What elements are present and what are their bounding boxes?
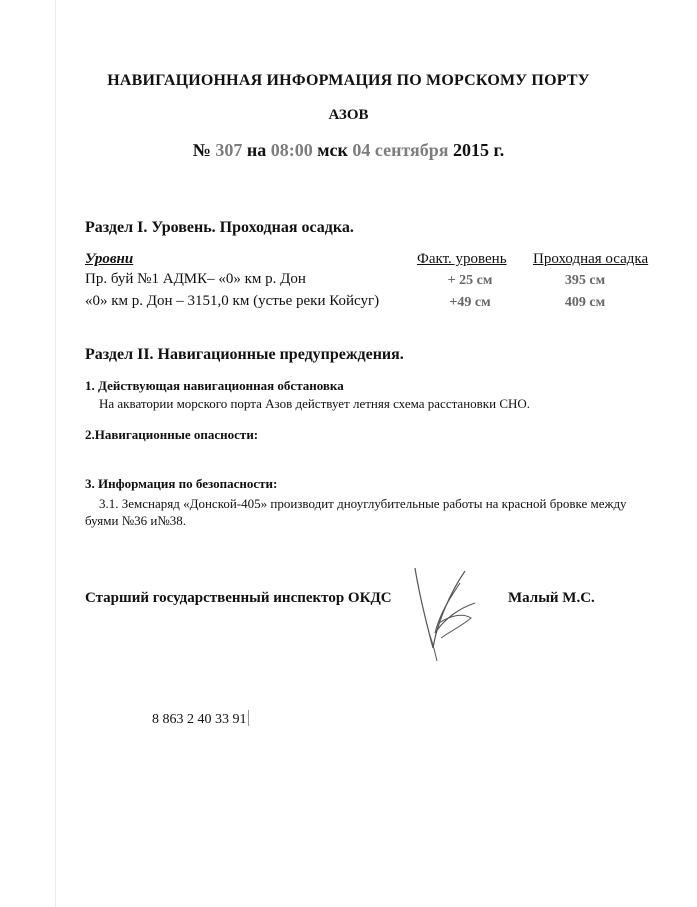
section2-title: Раздел II. Навигационные предупреждения. — [85, 346, 404, 363]
column-header-fact-level: Факт. уровень — [417, 251, 507, 267]
table-row-name: «0» км р. Дон – 3151,0 км (устье реки Койсуг) — [85, 293, 380, 309]
number-prefix: № — [192, 140, 211, 160]
port-name: АЗОВ — [328, 107, 369, 123]
msk-word: мск — [317, 140, 348, 160]
table-row-draft: 395 см — [564, 273, 606, 288]
text-cursor — [248, 710, 249, 726]
item1-title: 1. Действующая навигационная обстановка — [85, 378, 344, 393]
handwritten-signature — [405, 563, 485, 663]
item2-title: 2.Навигационные опасности: — [85, 427, 259, 442]
issue-time: 08:00 — [270, 140, 313, 160]
phone-number — [152, 710, 249, 728]
issue-line — [0, 140, 697, 161]
signer-name: Малый М.С. — [508, 590, 595, 606]
table-row-fact: + 25 см — [447, 273, 493, 288]
table-row-draft: 409 см — [564, 295, 606, 310]
signer-position: Старший государственный инспектор ОКДС — [85, 590, 392, 606]
column-header-draft: Проходная осадка — [533, 251, 649, 267]
item1-text: На акватории морского порта Азов действует летняя схема расстановки СНО. — [99, 396, 531, 411]
item3-title: 3. Информация по безопасности: — [85, 476, 278, 491]
phone-text: 8 863 2 40 33 91 — [152, 712, 247, 727]
issue-date: 04 сентября — [352, 140, 449, 160]
table-row-name: Пр. буй №1 АДМК– «0» км р. Дон — [85, 271, 306, 287]
at-word: на — [246, 140, 267, 160]
document-title: НАВИГАЦИОННАЯ ИНФОРМАЦИЯ ПО МОРСКОМУ ПОРТУ — [107, 72, 590, 89]
issue-number: 307 — [215, 140, 243, 160]
section1-title: Раздел I. Уровень. Проходная осадка. — [85, 219, 354, 236]
scan-edge-line — [55, 0, 56, 907]
table-row-fact: +49 см — [449, 295, 491, 310]
issue-year: 2015 г. — [453, 140, 505, 160]
column-header-levels: Уровни — [85, 251, 134, 267]
item3-text: 3.1. Земснаряд «Донской-405» производит дноуглубительные работы на красной бровке между буями №36 и№38. — [85, 496, 627, 528]
